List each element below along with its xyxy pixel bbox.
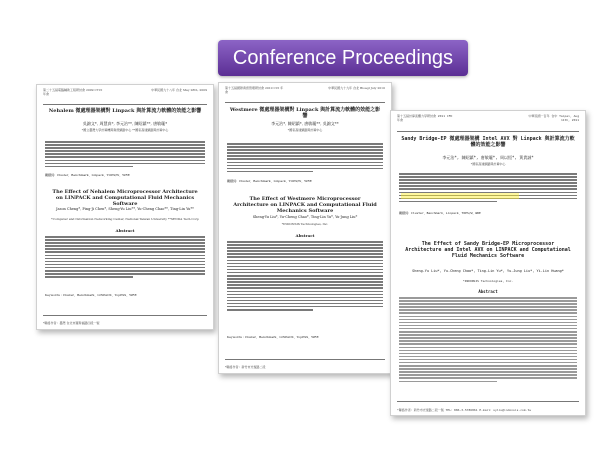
english-abstract-text: [399, 297, 577, 384]
paper-title-english: The Effect of Nehalem Microprocessor Architecture on LINPACK and Computational Fluid Mechanics Software: [52, 189, 198, 207]
paper-header-right: 中華民國九十九年 台北 Bioagl July 2010: [328, 86, 385, 90]
header-rule: [43, 104, 207, 105]
conference-proceedings-banner: [218, 40, 468, 76]
paper-affiliation-english: *Computer and Information Networking Center, National Taiwan University **SENDA Tech.Corp: [51, 217, 199, 221]
paper-authors-english: Jason Cheng*, Ping-Ji Chen*, Sheng-Yu Liu**, Yu-Cheng Chao**, Ting-Lin Yu**: [56, 207, 194, 211]
paper-keywords-english: Keywords : Cluster、Benchmark、LINPACK、TopPSS、WRE: [227, 335, 319, 339]
paper-header-left: 第十五屆國際資訊管理研討會 2010 CCI 年會: [225, 86, 284, 94]
chinese-abstract-text: [45, 141, 205, 169]
paper-authors-chinese: 李元治*, 陳昭鎮*, 唐敏瓏**, 吳錦文**: [271, 121, 339, 126]
paper-footer: *聯絡作者：新竹市光復路二段一號 TEL：886-3-5786861 E-mail：syliu@indonsis.com.tw: [397, 408, 532, 412]
paper-keywords-english: Keywords : Cluster、Benchmark、LINPACK、TopPSS、WRE: [45, 293, 137, 297]
paper-footer: *聯絡作者：臺灣 台北市羅斯福路四段一號: [43, 321, 100, 325]
paper-affiliation-chinese: *國立臺灣大學計算機與資訊網路中心 **國家高速網路與計算中心: [81, 128, 169, 132]
footer-rule: [225, 359, 385, 360]
paper-affiliation-english: *INDONSIS Technologies, Inc.: [462, 279, 514, 283]
paper-header-right: 中華民國九十八年 台北 May 28th, 2009: [151, 88, 207, 92]
paper-title-english: The Effect of Sandy Bridge-EP Microprocessor Architecture and Intel AVX on LINPACK and Computational Fluid Mechanics Software: [405, 241, 571, 259]
banner-title: Conference Proceedings: [232, 47, 454, 69]
paper-header-left: 第二十五屆電腦輔助工程研討會 2009 CTCI 年會: [43, 88, 103, 96]
paper-affiliation-chinese: *國家高速網路與計算中心: [287, 128, 323, 132]
paper-header-left: 第十五屆計算流體力學研討會 2011 CFD 年會: [397, 114, 453, 122]
abstract-label: Abstract: [478, 289, 498, 294]
abstract-label: Abstract: [295, 233, 315, 238]
header-rule: [397, 131, 579, 132]
chinese-abstract-text: [227, 143, 383, 174]
paper-header: [397, 115, 579, 131]
paper-authors-chinese: 吳錦文*, 周慧真*, 李元治**, 陳昭鎮**, 唐敏瓏*: [82, 121, 168, 126]
header-rule: [225, 102, 385, 103]
paper-header: [225, 87, 385, 103]
paper-footer: *聯絡作者：新竹市光復路二段: [225, 365, 266, 369]
english-abstract-text: [45, 236, 205, 279]
paper-title-english: The Effect of Westmere Microprocessor Architecture on LINPACK and Computational Fluid Mechanics Software: [233, 196, 377, 214]
abstract-label: Abstract: [115, 228, 135, 233]
chinese-abstract-text: [399, 173, 577, 204]
paper-westmere: [218, 82, 392, 374]
paper-header: [43, 89, 207, 105]
paper-authors-english: Sheng-Yu Liu*, Yu-Cheng Chao*, Ting-Lin Yu*, Yu-Jung Liu*, Yi-Lin Huang*: [412, 269, 564, 273]
paper-authors-chinese: 李元治*, 陳昭鎮*, 唐敏瓏*, 周以恆*, 黃貴誠*: [442, 155, 534, 160]
paper-keywords-chinese: 關鍵詞：Cluster、Benchmark、Linpack、TOPS/W、WRE: [45, 173, 130, 177]
paper-authors-english: Sheng-Yu Liu*, Yu-Cheng Chao*, Ting-Lin Yu*, Yu-Jung Liu*: [252, 215, 358, 219]
footer-rule: [397, 401, 579, 402]
footer-rule: [43, 315, 207, 316]
paper-title-chinese: Nehalem 微處理器架構對 Linpack 與計算流力軟體的效能之影響: [48, 108, 202, 114]
paper-header-right: 中華民國一百年 台中 Taipei, Aug 11th, 2011: [528, 114, 579, 122]
paper-nehalem: [36, 84, 214, 330]
paper-keywords-chinese: 關鍵詞：Cluster、Benchmark、Linpack、TOPS/W、WRE: [399, 211, 481, 215]
english-abstract-text: [227, 241, 383, 312]
paper-title-chinese: Westmere 微處理器架構對 Linpack 與計算流力軟體的效能之影響: [229, 107, 381, 119]
paper-affiliation-english: *INDONSIS Technologies, Inc.: [281, 222, 329, 226]
paper-title-chinese: Sandy Bridge-EP 微處理器架構 Intel AVX 對 Linpack 與計算流力軟體的效能之影響: [401, 136, 575, 148]
paper-affiliation-chinese: *國家高速網路與計算中心: [470, 162, 506, 166]
paper-keywords-chinese: 關鍵詞：Cluster、Benchmark、Linpack、TOPS/W、WRE: [227, 179, 312, 183]
paper-sandy-bridge: [390, 110, 586, 416]
highlighted-text: [401, 193, 519, 199]
